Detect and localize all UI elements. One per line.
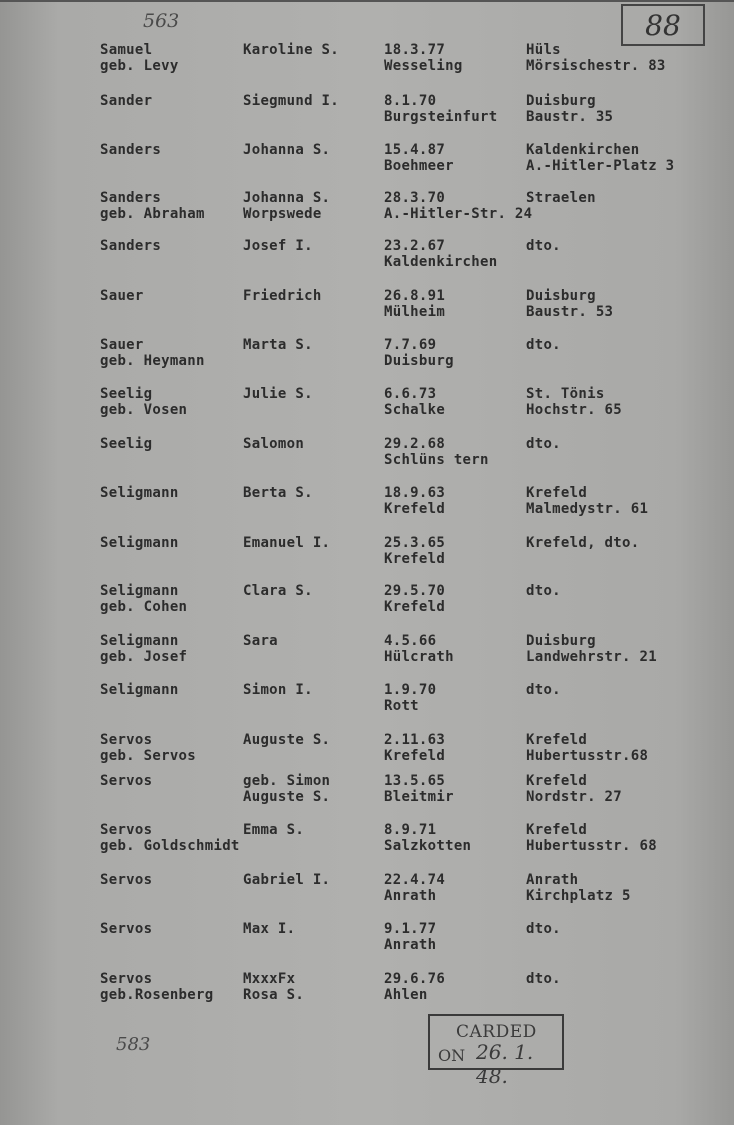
page-number-box: 88 [621, 4, 705, 46]
entry-surname-line: Sanders [100, 142, 162, 158]
entry-residence-line: Mörsischestr. 83 [526, 58, 666, 74]
entry-residence-line: dto. [526, 583, 561, 599]
entry-born-line: Krefeld [384, 599, 446, 615]
entry-surname-line: Seligmann [100, 535, 179, 551]
list-item [0, 682, 734, 722]
entry-surname [100, 485, 179, 501]
entry-born [384, 773, 454, 805]
entry-born-line: 18.9.63 [384, 485, 446, 501]
list-item [0, 822, 734, 862]
entry-surname-line: geb. Goldschmidt [100, 838, 240, 854]
entry-born-line: Burgsteinfurt [384, 109, 498, 125]
entry-residence-line: Hochstr. 65 [526, 402, 623, 418]
entry-born [384, 337, 454, 369]
entry-surname [100, 872, 152, 888]
entry-born [384, 732, 445, 764]
list-item [0, 872, 734, 912]
entry-residence-line: Malmedystr. 61 [526, 501, 649, 517]
entry-born [384, 822, 471, 854]
list-item [0, 971, 734, 1011]
entry-surname-line: geb. Josef [100, 649, 188, 665]
entry-born-line: 29.2.68 [384, 436, 446, 452]
entry-residence [526, 682, 561, 698]
entry-surname-line: Sauer [100, 337, 144, 353]
entry-born [384, 633, 454, 665]
entry-born [384, 872, 445, 904]
entry-residence [526, 190, 596, 206]
entry-born [384, 142, 454, 174]
entry-given-line: geb. Simon [243, 773, 331, 789]
entry-born-line: Ahlen [384, 987, 428, 1003]
entry-surname-line: Servos [100, 773, 153, 789]
entry-surname-line: Seelig [100, 386, 153, 402]
entry-given [243, 42, 339, 58]
entry-born-line: 13.5.65 [384, 773, 446, 789]
entry-born-line: 1.9.70 [384, 682, 437, 698]
entry-residence-line: Krefeld [526, 773, 588, 789]
entry-residence [526, 633, 657, 665]
entry-born [384, 971, 445, 1003]
entry-residence-line: dto. [526, 238, 561, 254]
entry-born [384, 436, 489, 468]
entry-born [384, 386, 445, 418]
entry-residence-line: Kaldenkirchen [526, 142, 640, 158]
entry-surname-line: geb. Servos [100, 748, 197, 764]
list-item [0, 238, 734, 278]
list-item [0, 436, 734, 476]
entry-born-line: Boehmeer [384, 158, 454, 174]
entry-born-line: 8.9.71 [384, 822, 437, 838]
entry-surname-line: geb. Vosen [100, 402, 188, 418]
entry-born-line: Anrath [384, 888, 437, 904]
entry-surname-line: Servos [100, 872, 153, 888]
entry-residence-line: dto. [526, 921, 561, 937]
entry-residence-line: dto. [526, 337, 561, 353]
list-item [0, 583, 734, 623]
entry-given-line: Gabriel I. [243, 872, 331, 888]
entry-residence [526, 238, 561, 254]
entry-surname-line: geb. Abraham [100, 206, 205, 222]
entry-born-line: Duisburg [384, 353, 454, 369]
entry-surname-line: Sander [100, 93, 153, 109]
entry-born-line: 9.1.77 [384, 921, 437, 937]
entry-residence-line: Duisburg [526, 288, 596, 304]
entry-residence [526, 288, 613, 320]
entry-residence-line: A.-Hitler-Platz 3 [526, 158, 675, 174]
entry-surname [100, 633, 187, 665]
entry-given-line: MxxxFx [243, 971, 296, 987]
entry-given-line: Siegmund I. [243, 93, 340, 109]
entry-surname-line: Sauer [100, 288, 144, 304]
entry-surname-line: Servos [100, 822, 153, 838]
entry-surname [100, 386, 187, 418]
entry-residence-line: Nordstr. 27 [526, 789, 623, 805]
entry-surname-line: Seelig [100, 436, 153, 452]
entry-surname-line: Sanders [100, 190, 162, 206]
entry-born-line: 4.5.66 [384, 633, 437, 649]
entry-residence-line: Krefeld [526, 822, 588, 838]
list-item [0, 93, 734, 133]
list-item [0, 337, 734, 377]
entry-given-line: Emma S. [243, 822, 305, 838]
entry-given-line: Auguste S. [243, 789, 331, 805]
entry-residence [526, 535, 639, 551]
entry-residence [526, 93, 613, 125]
entry-born-line: Salzkotten [384, 838, 472, 854]
entry-surname-line: Seligmann [100, 485, 179, 501]
entry-residence [526, 971, 561, 987]
entry-born-line: Krefeld [384, 501, 446, 517]
entry-residence-line: Krefeld, dto. [526, 535, 640, 551]
entry-surname [100, 288, 144, 304]
entry-residence-line: Kirchplatz 5 [526, 888, 631, 904]
entry-surname [100, 535, 179, 551]
list-item [0, 386, 734, 426]
entry-surname [100, 822, 240, 854]
entry-residence [526, 583, 561, 599]
entry-residence-line: Duisburg [526, 93, 596, 109]
entry-given [243, 436, 304, 452]
entry-surname-line: Servos [100, 971, 153, 987]
entry-given [243, 633, 278, 649]
entry-surname-line: geb.Rosenberg [100, 987, 214, 1003]
entry-given [243, 682, 313, 698]
entry-given-line: Clara S. [243, 583, 313, 599]
entry-born-line: Anrath [384, 937, 437, 953]
entry-residence [526, 436, 561, 452]
list-item [0, 732, 734, 772]
list-item [0, 633, 734, 673]
entry-surname-line: Seligmann [100, 583, 179, 599]
entry-residence [526, 386, 622, 418]
entry-given [243, 822, 304, 838]
entry-born-line: Mülheim [384, 304, 446, 320]
entry-given-line: Josef I. [243, 238, 313, 254]
entry-given-line: Max I. [243, 921, 296, 937]
handwritten-number-top: 563 [143, 10, 180, 32]
entry-given [243, 288, 322, 304]
entry-given [243, 971, 304, 1003]
entry-born-line: A.-Hitler-Str. 24 [384, 206, 533, 222]
entry-born-line: 18.3.77 [384, 42, 446, 58]
entry-born-line: Schalke [384, 402, 446, 418]
entry-residence-line: Straelen [526, 190, 596, 206]
entry-surname-line: Samuel [100, 42, 153, 58]
entry-given [243, 142, 330, 158]
entry-residence-line: dto. [526, 436, 561, 452]
entry-surname [100, 337, 205, 369]
entry-residence-line: Baustr. 53 [526, 304, 614, 320]
entry-given-line: Sara [243, 633, 278, 649]
entry-given [243, 386, 313, 402]
entry-born-line: Kaldenkirchen [384, 254, 498, 270]
entry-residence [526, 872, 631, 904]
list-item [0, 921, 734, 961]
entry-surname [100, 238, 161, 254]
list-item [0, 773, 734, 813]
entry-given-line: Johanna S. [243, 190, 331, 206]
entry-born-line: 22.4.74 [384, 872, 446, 888]
stamp-date: 26. 1. 48. [476, 1040, 534, 1088]
entry-given [243, 732, 330, 748]
entry-born-line: 26.8.91 [384, 288, 446, 304]
entry-residence-line: dto. [526, 682, 561, 698]
entry-given [243, 773, 330, 805]
stamp-word: CARDED [456, 1022, 537, 1042]
list-item [0, 142, 734, 182]
entry-born-line: Krefeld [384, 748, 446, 764]
entry-born [384, 93, 497, 125]
list-item [0, 42, 734, 82]
entry-surname [100, 583, 187, 615]
entry-born [384, 682, 436, 714]
entry-surname-line: Seligmann [100, 682, 179, 698]
entry-given-line: Friedrich [243, 288, 322, 304]
top-edge-line [0, 0, 734, 2]
entry-surname-line: Seligmann [100, 633, 179, 649]
entry-residence [526, 337, 561, 353]
entry-given [243, 583, 313, 599]
entry-surname-line: geb. Levy [100, 58, 179, 74]
entry-born [384, 238, 497, 270]
entry-born [384, 583, 445, 615]
list-item [0, 190, 734, 230]
entry-residence-line: Hubertusstr.68 [526, 748, 649, 764]
entry-given [243, 921, 295, 937]
entry-born [384, 535, 445, 567]
entry-surname-line: geb. Heymann [100, 353, 205, 369]
entry-born-line: 15.4.87 [384, 142, 446, 158]
entry-surname [100, 190, 205, 222]
entry-surname-line: Sanders [100, 238, 162, 254]
entry-given-line: Worpswede [243, 206, 322, 222]
entry-given-line: Emanuel I. [243, 535, 331, 551]
entry-surname-line: Servos [100, 921, 153, 937]
entry-born-line: Bleitmir [384, 789, 454, 805]
entry-residence-line: St. Tönis [526, 386, 605, 402]
entry-given [243, 535, 330, 551]
entry-given-line: Simon I. [243, 682, 313, 698]
entry-given-line: Marta S. [243, 337, 313, 353]
entry-surname [100, 682, 179, 698]
entry-surname [100, 142, 161, 158]
entry-residence-line: Landwehrstr. 21 [526, 649, 657, 665]
entry-given [243, 190, 330, 222]
carded-stamp [428, 1014, 564, 1088]
entry-given [243, 238, 313, 254]
stamp-prefix: ON [438, 1046, 466, 1065]
entry-born [384, 190, 532, 222]
entry-born [384, 42, 463, 74]
entry-born-line: Schlüns tern [384, 452, 489, 468]
entry-residence [526, 485, 648, 517]
list-item [0, 535, 734, 575]
entry-born [384, 288, 445, 320]
entry-surname [100, 732, 196, 764]
entry-given [243, 485, 313, 501]
entry-residence [526, 732, 648, 764]
entry-residence [526, 921, 561, 937]
entry-residence-line: Duisburg [526, 633, 596, 649]
entry-born-line: 29.5.70 [384, 583, 446, 599]
entry-residence-line: Krefeld [526, 485, 588, 501]
entry-born-line: 29.6.76 [384, 971, 446, 987]
entry-given [243, 337, 313, 353]
entry-given [243, 872, 330, 888]
entry-residence [526, 822, 657, 854]
entry-born-line: 7.7.69 [384, 337, 437, 353]
entry-surname-line: geb. Cohen [100, 599, 188, 615]
entry-born [384, 921, 436, 953]
entry-surname [100, 773, 152, 789]
entry-given-line: Auguste S. [243, 732, 331, 748]
list-item [0, 288, 734, 328]
entry-born-line: 6.6.73 [384, 386, 437, 402]
entry-given-line: Berta S. [243, 485, 313, 501]
entry-born-line: Hülcrath [384, 649, 454, 665]
entry-given [243, 93, 339, 109]
entry-residence-line: Anrath [526, 872, 579, 888]
entry-born-line: 25.3.65 [384, 535, 446, 551]
entry-born-line: 8.1.70 [384, 93, 437, 109]
entry-residence-line: Krefeld [526, 732, 588, 748]
entry-born-line: Rott [384, 698, 419, 714]
entry-given-line: Rosa S. [243, 987, 305, 1003]
entry-given-line: Karoline S. [243, 42, 340, 58]
entry-born [384, 485, 445, 517]
entry-surname-line: Servos [100, 732, 153, 748]
entry-born-line: 28.3.70 [384, 190, 446, 206]
entry-born-line: 23.2.67 [384, 238, 446, 254]
entry-born-line: 2.11.63 [384, 732, 446, 748]
entry-residence-line: Hüls [526, 42, 561, 58]
entry-surname [100, 971, 213, 1003]
entry-residence [526, 142, 674, 174]
entry-born-line: Krefeld [384, 551, 446, 567]
entry-surname [100, 93, 152, 109]
entry-given-line: Salomon [243, 436, 305, 452]
list-item [0, 485, 734, 525]
entry-residence-line: Baustr. 35 [526, 109, 614, 125]
entry-surname [100, 42, 179, 74]
entry-residence-line: Hubertusstr. 68 [526, 838, 657, 854]
entry-given-line: Julie S. [243, 386, 313, 402]
entry-surname [100, 921, 152, 937]
entry-born-line: Wesseling [384, 58, 463, 74]
entry-given-line: Johanna S. [243, 142, 331, 158]
entry-residence-line: dto. [526, 971, 561, 987]
entry-surname [100, 436, 152, 452]
entry-residence [526, 42, 666, 74]
entry-residence [526, 773, 622, 805]
handwritten-number-bottom: 583 [116, 1034, 151, 1055]
